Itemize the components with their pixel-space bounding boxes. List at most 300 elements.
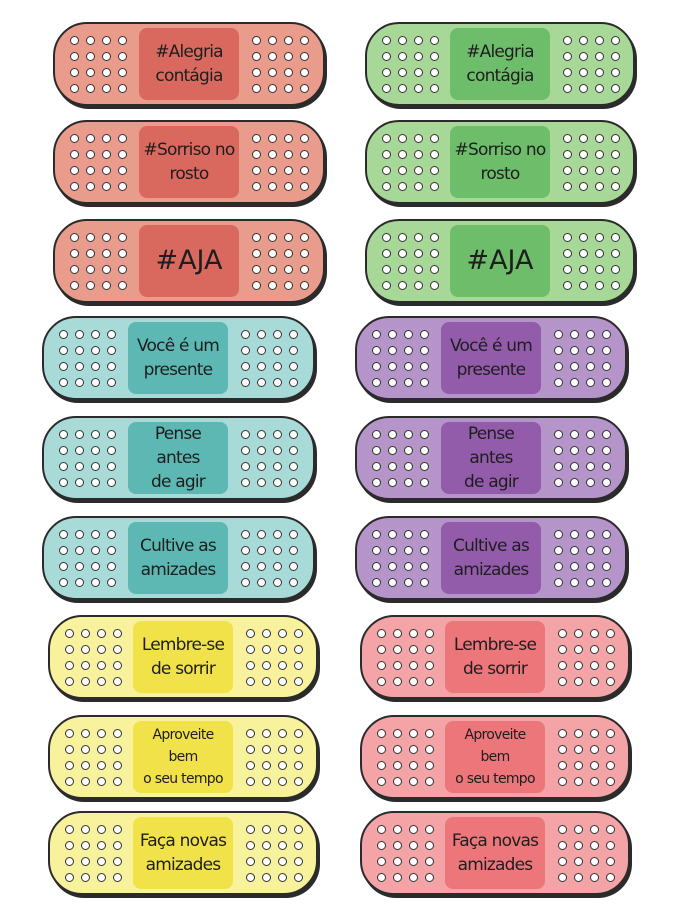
perforation-hole: [81, 661, 90, 670]
bandage-message: Cultive as amizades: [441, 522, 541, 594]
perforation-hole: [563, 281, 572, 290]
perforation-hole: [388, 330, 397, 339]
perforation-hole: [113, 745, 122, 754]
perforation-hole: [284, 249, 293, 258]
perforation-hole: [97, 745, 106, 754]
perforation-hole: [262, 777, 271, 786]
perforation-hole: [393, 661, 402, 670]
perforation-hole: [86, 150, 95, 159]
perforation-hole: [606, 825, 615, 834]
perforation-hole: [268, 36, 277, 45]
perforation-hole: [300, 265, 309, 274]
perforation-hole: [107, 446, 116, 455]
perforation-hole: [563, 150, 572, 159]
perforation-hole: [113, 661, 122, 670]
perforation-hole: [574, 745, 583, 754]
perforation-hole: [86, 265, 95, 274]
perforation-holes: [363, 318, 437, 398]
perforation-hole: [278, 629, 287, 638]
perforation-hole: [65, 777, 74, 786]
perforation-hole: [574, 661, 583, 670]
perforation-hole: [246, 777, 255, 786]
perforation-hole: [268, 233, 277, 242]
perforation-hole: [284, 281, 293, 290]
perforation-hole: [75, 430, 84, 439]
perforation-hole: [586, 362, 595, 371]
perforation-hole: [409, 761, 418, 770]
perforation-holes: [363, 418, 437, 498]
perforation-hole: [59, 578, 68, 587]
bandage-sticker: [42, 416, 315, 500]
perforation-hole: [102, 233, 111, 242]
perforation-hole: [398, 265, 407, 274]
perforation-hole: [570, 530, 579, 539]
perforation-hole: [430, 233, 439, 242]
perforation-hole: [382, 166, 391, 175]
perforation-hole: [102, 281, 111, 290]
perforation-hole: [91, 530, 100, 539]
perforation-hole: [404, 446, 413, 455]
perforation-hole: [118, 84, 127, 93]
perforation-hole: [118, 265, 127, 274]
perforation-holes: [368, 813, 442, 893]
perforation-hole: [102, 182, 111, 191]
perforation-hole: [393, 745, 402, 754]
perforation-hole: [118, 281, 127, 290]
perforation-hole: [574, 825, 583, 834]
perforation-hole: [602, 446, 611, 455]
perforation-hole: [289, 578, 298, 587]
perforation-hole: [554, 378, 563, 387]
perforation-hole: [257, 378, 266, 387]
perforation-hole: [558, 857, 567, 866]
perforation-hole: [606, 729, 615, 738]
perforation-hole: [425, 761, 434, 770]
perforation-hole: [425, 841, 434, 850]
perforation-hole: [595, 150, 604, 159]
perforation-hole: [300, 166, 309, 175]
perforation-hole: [595, 249, 604, 258]
perforation-hole: [393, 825, 402, 834]
perforation-hole: [107, 462, 116, 471]
perforation-hole: [241, 446, 250, 455]
perforation-hole: [409, 645, 418, 654]
perforation-hole: [586, 430, 595, 439]
perforation-hole: [570, 478, 579, 487]
perforation-hole: [606, 745, 615, 754]
perforation-holes: [554, 122, 628, 202]
perforation-hole: [289, 530, 298, 539]
perforation-hole: [278, 661, 287, 670]
perforation-hole: [563, 68, 572, 77]
perforation-hole: [430, 84, 439, 93]
perforation-hole: [246, 841, 255, 850]
perforation-hole: [425, 729, 434, 738]
perforation-hole: [414, 182, 423, 191]
perforation-hole: [59, 462, 68, 471]
perforation-hole: [113, 777, 122, 786]
perforation-hole: [91, 378, 100, 387]
perforation-holes: [237, 813, 311, 893]
perforation-hole: [59, 446, 68, 455]
perforation-hole: [558, 745, 567, 754]
perforation-hole: [398, 68, 407, 77]
perforation-hole: [590, 629, 599, 638]
perforation-hole: [404, 478, 413, 487]
perforation-hole: [70, 68, 79, 77]
perforation-hole: [382, 52, 391, 61]
perforation-hole: [257, 562, 266, 571]
perforation-hole: [246, 857, 255, 866]
perforation-hole: [606, 677, 615, 686]
perforation-holes: [549, 813, 623, 893]
perforation-hole: [81, 825, 90, 834]
bandage-sticker: [48, 615, 318, 699]
perforation-hole: [409, 841, 418, 850]
perforation-hole: [570, 446, 579, 455]
perforation-hole: [278, 729, 287, 738]
perforation-hole: [268, 182, 277, 191]
perforation-hole: [262, 825, 271, 834]
perforation-hole: [377, 857, 386, 866]
perforation-hole: [241, 430, 250, 439]
perforation-hole: [91, 578, 100, 587]
perforation-hole: [257, 530, 266, 539]
perforation-hole: [611, 84, 620, 93]
perforation-hole: [75, 330, 84, 339]
perforation-hole: [554, 330, 563, 339]
perforation-hole: [590, 645, 599, 654]
perforation-hole: [579, 249, 588, 258]
perforation-hole: [393, 873, 402, 882]
perforation-hole: [558, 629, 567, 638]
perforation-hole: [278, 677, 287, 686]
perforation-hole: [294, 677, 303, 686]
perforation-hole: [602, 378, 611, 387]
perforation-hole: [579, 281, 588, 290]
perforation-hole: [554, 530, 563, 539]
perforation-hole: [284, 134, 293, 143]
perforation-hole: [393, 777, 402, 786]
perforation-hole: [579, 265, 588, 274]
perforation-hole: [590, 777, 599, 786]
perforation-hole: [430, 52, 439, 61]
perforation-hole: [294, 857, 303, 866]
perforation-hole: [246, 661, 255, 670]
perforation-hole: [241, 478, 250, 487]
perforation-hole: [75, 462, 84, 471]
perforation-hole: [388, 362, 397, 371]
perforation-hole: [586, 478, 595, 487]
bandage-message: Faça novas amizades: [133, 817, 233, 889]
perforation-hole: [252, 68, 261, 77]
perforation-hole: [425, 645, 434, 654]
perforation-hole: [558, 729, 567, 738]
perforation-hole: [425, 677, 434, 686]
perforation-hole: [86, 281, 95, 290]
perforation-hole: [563, 84, 572, 93]
bandage-message: #AJA: [450, 225, 550, 297]
perforation-hole: [611, 281, 620, 290]
perforation-hole: [602, 430, 611, 439]
perforation-holes: [243, 221, 317, 301]
perforation-hole: [59, 378, 68, 387]
perforation-hole: [414, 84, 423, 93]
perforation-hole: [372, 462, 381, 471]
perforation-hole: [91, 562, 100, 571]
perforation-hole: [241, 378, 250, 387]
perforation-hole: [75, 530, 84, 539]
perforation-hole: [70, 84, 79, 93]
perforation-hole: [590, 841, 599, 850]
perforation-hole: [284, 150, 293, 159]
perforation-hole: [65, 677, 74, 686]
perforation-hole: [65, 729, 74, 738]
perforation-hole: [388, 530, 397, 539]
perforation-hole: [268, 68, 277, 77]
perforation-hole: [278, 645, 287, 654]
perforation-hole: [91, 430, 100, 439]
perforation-holes: [61, 24, 135, 104]
perforation-hole: [570, 462, 579, 471]
perforation-hole: [574, 873, 583, 882]
perforation-hole: [59, 430, 68, 439]
perforation-hole: [107, 330, 116, 339]
perforation-hole: [558, 761, 567, 770]
perforation-hole: [91, 330, 100, 339]
perforation-hole: [86, 233, 95, 242]
perforation-hole: [377, 873, 386, 882]
perforation-hole: [398, 281, 407, 290]
perforation-holes: [554, 221, 628, 301]
perforation-hole: [377, 825, 386, 834]
perforation-hole: [590, 729, 599, 738]
perforation-hole: [563, 233, 572, 242]
perforation-hole: [91, 446, 100, 455]
bandage-sticker: [360, 811, 630, 895]
perforation-hole: [278, 841, 287, 850]
perforation-hole: [65, 857, 74, 866]
perforation-hole: [579, 84, 588, 93]
perforation-hole: [97, 645, 106, 654]
perforation-hole: [372, 562, 381, 571]
perforation-hole: [595, 84, 604, 93]
perforation-hole: [262, 661, 271, 670]
perforation-hole: [289, 330, 298, 339]
perforation-hole: [602, 462, 611, 471]
perforation-hole: [70, 233, 79, 242]
bandage-sticker: [365, 22, 635, 106]
perforation-hole: [118, 166, 127, 175]
perforation-hole: [398, 166, 407, 175]
perforation-hole: [420, 562, 429, 571]
perforation-hole: [382, 182, 391, 191]
perforation-hole: [388, 446, 397, 455]
perforation-hole: [246, 745, 255, 754]
perforation-hole: [113, 645, 122, 654]
perforation-hole: [268, 265, 277, 274]
perforation-hole: [393, 645, 402, 654]
perforation-hole: [284, 233, 293, 242]
perforation-hole: [590, 825, 599, 834]
perforation-hole: [300, 150, 309, 159]
perforation-hole: [294, 745, 303, 754]
perforation-hole: [81, 777, 90, 786]
perforation-hole: [75, 346, 84, 355]
perforation-hole: [107, 546, 116, 555]
perforation-hole: [420, 546, 429, 555]
bandage-message: Você é um presente: [128, 322, 228, 394]
perforation-hole: [91, 478, 100, 487]
perforation-hole: [558, 841, 567, 850]
perforation-hole: [558, 645, 567, 654]
bandage-message: #Sorriso no rosto: [450, 126, 550, 198]
perforation-hole: [252, 265, 261, 274]
perforation-hole: [70, 265, 79, 274]
perforation-hole: [268, 84, 277, 93]
perforation-holes: [554, 24, 628, 104]
perforation-hole: [602, 478, 611, 487]
perforation-hole: [289, 346, 298, 355]
perforation-hole: [278, 761, 287, 770]
perforation-hole: [414, 150, 423, 159]
perforation-hole: [606, 645, 615, 654]
perforation-hole: [102, 52, 111, 61]
perforation-hole: [574, 629, 583, 638]
perforation-hole: [554, 578, 563, 587]
perforation-hole: [570, 430, 579, 439]
perforation-holes: [368, 617, 442, 697]
perforation-hole: [294, 729, 303, 738]
perforation-hole: [377, 761, 386, 770]
perforation-hole: [86, 36, 95, 45]
perforation-hole: [118, 233, 127, 242]
bandage-sticker: [355, 416, 627, 500]
perforation-hole: [554, 546, 563, 555]
perforation-hole: [118, 182, 127, 191]
perforation-hole: [420, 578, 429, 587]
perforation-hole: [570, 546, 579, 555]
perforation-hole: [404, 378, 413, 387]
perforation-hole: [252, 281, 261, 290]
perforation-hole: [595, 281, 604, 290]
perforation-hole: [414, 233, 423, 242]
perforation-hole: [241, 330, 250, 339]
perforation-hole: [579, 134, 588, 143]
perforation-hole: [554, 478, 563, 487]
perforation-hole: [430, 281, 439, 290]
perforation-hole: [65, 745, 74, 754]
perforation-hole: [372, 430, 381, 439]
perforation-hole: [558, 825, 567, 834]
perforation-hole: [372, 530, 381, 539]
perforation-hole: [425, 825, 434, 834]
perforation-holes: [373, 221, 447, 301]
perforation-hole: [430, 150, 439, 159]
perforation-hole: [107, 430, 116, 439]
perforation-hole: [273, 562, 282, 571]
perforation-hole: [91, 362, 100, 371]
perforation-hole: [273, 446, 282, 455]
perforation-hole: [404, 546, 413, 555]
perforation-hole: [595, 265, 604, 274]
perforation-hole: [388, 346, 397, 355]
perforation-hole: [430, 68, 439, 77]
perforation-hole: [294, 629, 303, 638]
perforation-hole: [262, 729, 271, 738]
perforation-holes: [232, 318, 306, 398]
perforation-hole: [586, 562, 595, 571]
perforation-hole: [377, 729, 386, 738]
perforation-hole: [420, 346, 429, 355]
perforation-hole: [102, 150, 111, 159]
perforation-holes: [363, 518, 437, 598]
bandage-message: Cultive as amizades: [128, 522, 228, 594]
perforation-hole: [81, 857, 90, 866]
perforation-hole: [81, 761, 90, 770]
perforation-hole: [586, 546, 595, 555]
perforation-hole: [273, 362, 282, 371]
perforation-hole: [273, 478, 282, 487]
perforation-hole: [59, 530, 68, 539]
perforation-hole: [388, 430, 397, 439]
perforation-hole: [409, 629, 418, 638]
perforation-hole: [252, 36, 261, 45]
perforation-hole: [398, 84, 407, 93]
perforation-hole: [65, 841, 74, 850]
bandage-sticker: [365, 120, 635, 204]
perforation-hole: [268, 249, 277, 258]
perforation-hole: [611, 150, 620, 159]
perforation-hole: [425, 629, 434, 638]
perforation-holes: [56, 717, 130, 797]
perforation-hole: [414, 265, 423, 274]
perforation-hole: [300, 281, 309, 290]
perforation-hole: [70, 150, 79, 159]
perforation-hole: [97, 629, 106, 638]
perforation-hole: [102, 134, 111, 143]
perforation-hole: [563, 52, 572, 61]
perforation-hole: [570, 362, 579, 371]
perforation-hole: [372, 478, 381, 487]
perforation-hole: [75, 578, 84, 587]
perforation-hole: [118, 150, 127, 159]
perforation-hole: [97, 777, 106, 786]
bandage-message: Lembre-se de sorrir: [133, 621, 233, 693]
perforation-hole: [241, 530, 250, 539]
perforation-holes: [373, 122, 447, 202]
perforation-hole: [294, 873, 303, 882]
perforation-hole: [590, 761, 599, 770]
perforation-hole: [420, 330, 429, 339]
perforation-hole: [113, 825, 122, 834]
perforation-hole: [579, 166, 588, 175]
perforation-hole: [393, 729, 402, 738]
perforation-hole: [75, 562, 84, 571]
perforation-hole: [574, 645, 583, 654]
perforation-hole: [558, 677, 567, 686]
perforation-hole: [273, 378, 282, 387]
perforation-hole: [414, 166, 423, 175]
perforation-hole: [611, 134, 620, 143]
perforation-hole: [59, 478, 68, 487]
perforation-hole: [102, 265, 111, 274]
perforation-hole: [563, 265, 572, 274]
perforation-hole: [273, 578, 282, 587]
perforation-holes: [50, 318, 124, 398]
perforation-hole: [574, 729, 583, 738]
perforation-holes: [50, 518, 124, 598]
